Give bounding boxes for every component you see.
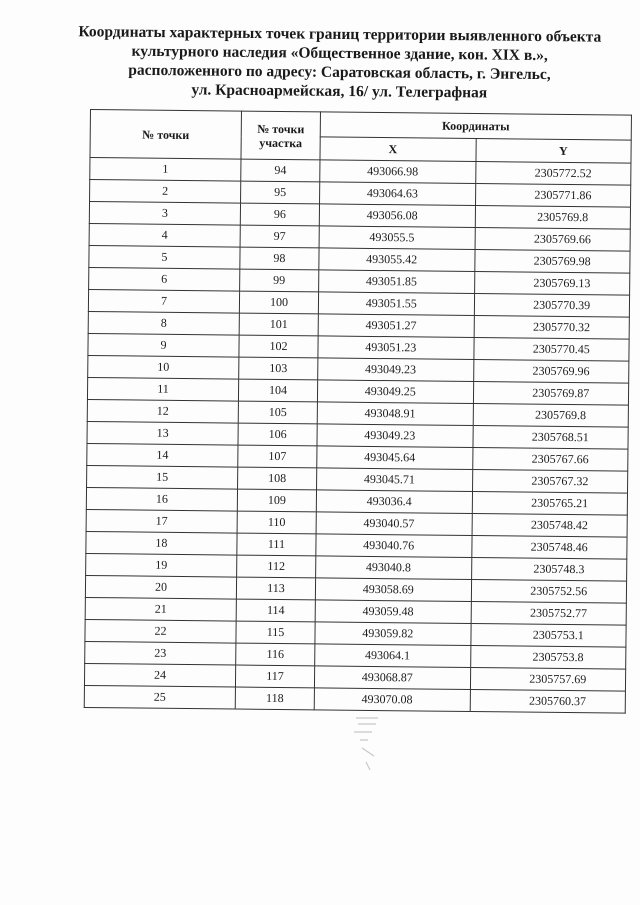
cell-point-number: 23 [85,641,236,665]
cell-x: 493055.42 [319,248,475,272]
title-line: ул. Красноармейская, 16/ ул. Телеграфная [191,81,488,102]
cell-x: 493066.98 [320,160,476,184]
document-title [59,22,620,104]
header-x: X [320,137,476,162]
cell-x: 493040.76 [316,534,472,558]
cell-y: 2305769.87 [473,382,629,406]
cell-y: 2305752.77 [471,602,627,626]
cell-x: 493040.8 [316,556,472,580]
cell-parcel-point-number: 115 [236,621,315,644]
cell-point-number: 11 [87,377,238,401]
cell-point-number: 7 [88,289,239,313]
cell-point-number: 1 [90,158,241,182]
header-y: Y [475,139,631,164]
header-point-number: № точки [90,110,241,160]
cell-x: 493045.71 [317,468,473,492]
cell-y: 2305767.66 [472,448,628,472]
cell-point-number: 3 [89,202,240,226]
cell-x: 493051.55 [318,292,474,316]
cell-y: 2305770.45 [473,338,629,362]
cell-parcel-point-number: 107 [238,445,317,468]
cell-point-number: 20 [85,575,236,599]
cell-y: 2305753.1 [470,624,626,648]
cell-y: 2305757.69 [470,668,626,692]
table-row [84,685,625,713]
cell-parcel-point-number: 105 [238,401,317,424]
cell-point-number: 19 [86,553,237,577]
cell-point-number: 5 [89,245,240,269]
cell-parcel-point-number: 99 [240,269,319,292]
cell-x: 493049.23 [318,358,474,382]
cell-x: 493059.82 [315,622,471,646]
cell-point-number: 21 [85,597,236,621]
cell-x: 493055.5 [319,226,475,250]
cell-x: 493064.63 [320,182,476,206]
faint-stamp-mark [348,712,388,772]
title-line: культурного наследия «Общественное здание, кон. XIX в.», [131,42,548,65]
cell-y: 2305769.13 [474,272,630,296]
coordinates-table [84,109,632,714]
cell-x: 493045.64 [317,446,473,470]
cell-parcel-point-number: 97 [240,225,319,248]
cell-x: 493056.08 [319,204,475,228]
cell-parcel-point-number: 110 [237,511,316,534]
cell-parcel-point-number: 117 [235,665,314,688]
cell-parcel-point-number: 106 [238,423,317,446]
cell-point-number: 16 [86,487,237,511]
header-parcel-point-number: № точки участка [241,111,320,160]
cell-parcel-point-number: 108 [238,467,317,490]
cell-parcel-point-number: 103 [239,357,318,380]
cell-x: 493040.57 [316,512,472,536]
cell-point-number: 9 [88,333,239,357]
cell-point-number: 12 [87,399,238,423]
cell-parcel-point-number: 111 [237,533,316,556]
cell-parcel-point-number: 96 [240,203,319,226]
cell-point-number: 18 [86,531,237,555]
cell-x: 493070.08 [314,688,470,712]
cell-point-number: 15 [87,465,238,489]
coordinates-table-wrapper [84,109,632,714]
title-line: Координаты характерных точек границ территории выявленного объекта [78,23,602,46]
cell-y: 2305770.39 [474,294,630,318]
cell-x: 493048.91 [317,402,473,426]
cell-point-number: 6 [89,267,240,291]
cell-parcel-point-number: 100 [239,291,318,314]
cell-y: 2305765.21 [472,492,628,516]
cell-x: 493058.69 [315,578,471,602]
cell-x: 493051.85 [319,270,475,294]
cell-y: 2305769.96 [473,360,629,384]
cell-x: 493049.25 [317,380,473,404]
cell-y: 2305770.32 [474,316,630,340]
cell-y: 2305772.52 [475,162,631,186]
cell-x: 493064.1 [315,644,471,668]
cell-y: 2305748.42 [472,514,628,538]
cell-parcel-point-number: 95 [241,181,320,204]
cell-point-number: 10 [88,355,239,379]
cell-point-number: 17 [86,509,237,533]
cell-point-number: 14 [87,443,238,467]
cell-parcel-point-number: 109 [237,489,316,512]
cell-x: 493059.48 [315,600,471,624]
cell-x: 493036.4 [316,490,472,514]
cell-y: 2305771.86 [475,184,631,208]
cell-y: 2305748.46 [471,536,627,560]
cell-parcel-point-number: 98 [240,247,319,270]
cell-point-number: 22 [85,619,236,643]
cell-y: 2305769.8 [475,206,631,230]
cell-point-number: 24 [84,663,235,687]
cell-y: 2305748.3 [471,558,627,582]
table-body [84,158,631,714]
cell-x: 493051.23 [318,336,474,360]
cell-y: 2305760.37 [470,690,626,714]
cell-point-number: 8 [88,311,239,335]
cell-parcel-point-number: 112 [237,555,316,578]
cell-parcel-point-number: 94 [241,159,320,182]
title-line: расположенного по адресу: Саратовская область, г. Энгельс, [128,61,551,84]
cell-point-number: 4 [89,223,240,247]
cell-parcel-point-number: 116 [236,643,315,666]
cell-y: 2305752.56 [471,580,627,604]
cell-y: 2305769.8 [473,404,629,428]
header-coordinates: Координаты [320,112,631,140]
table-header-row [90,110,631,141]
cell-y: 2305753.8 [470,646,626,670]
cell-parcel-point-number: 102 [239,335,318,358]
cell-x: 493068.87 [314,666,470,690]
cell-parcel-point-number: 114 [236,599,315,622]
cell-y: 2305769.98 [474,250,630,274]
cell-x: 493049.23 [317,424,473,448]
cell-parcel-point-number: 104 [238,379,317,402]
cell-y: 2305768.51 [472,426,628,450]
cell-point-number: 25 [84,685,235,709]
cell-point-number: 13 [87,421,238,445]
cell-point-number: 2 [90,180,241,204]
cell-x: 493051.27 [318,314,474,338]
cell-y: 2305769.66 [475,228,631,252]
cell-parcel-point-number: 113 [236,577,315,600]
cell-parcel-point-number: 101 [239,313,318,336]
cell-y: 2305767.32 [472,470,628,494]
cell-parcel-point-number: 118 [235,687,314,710]
